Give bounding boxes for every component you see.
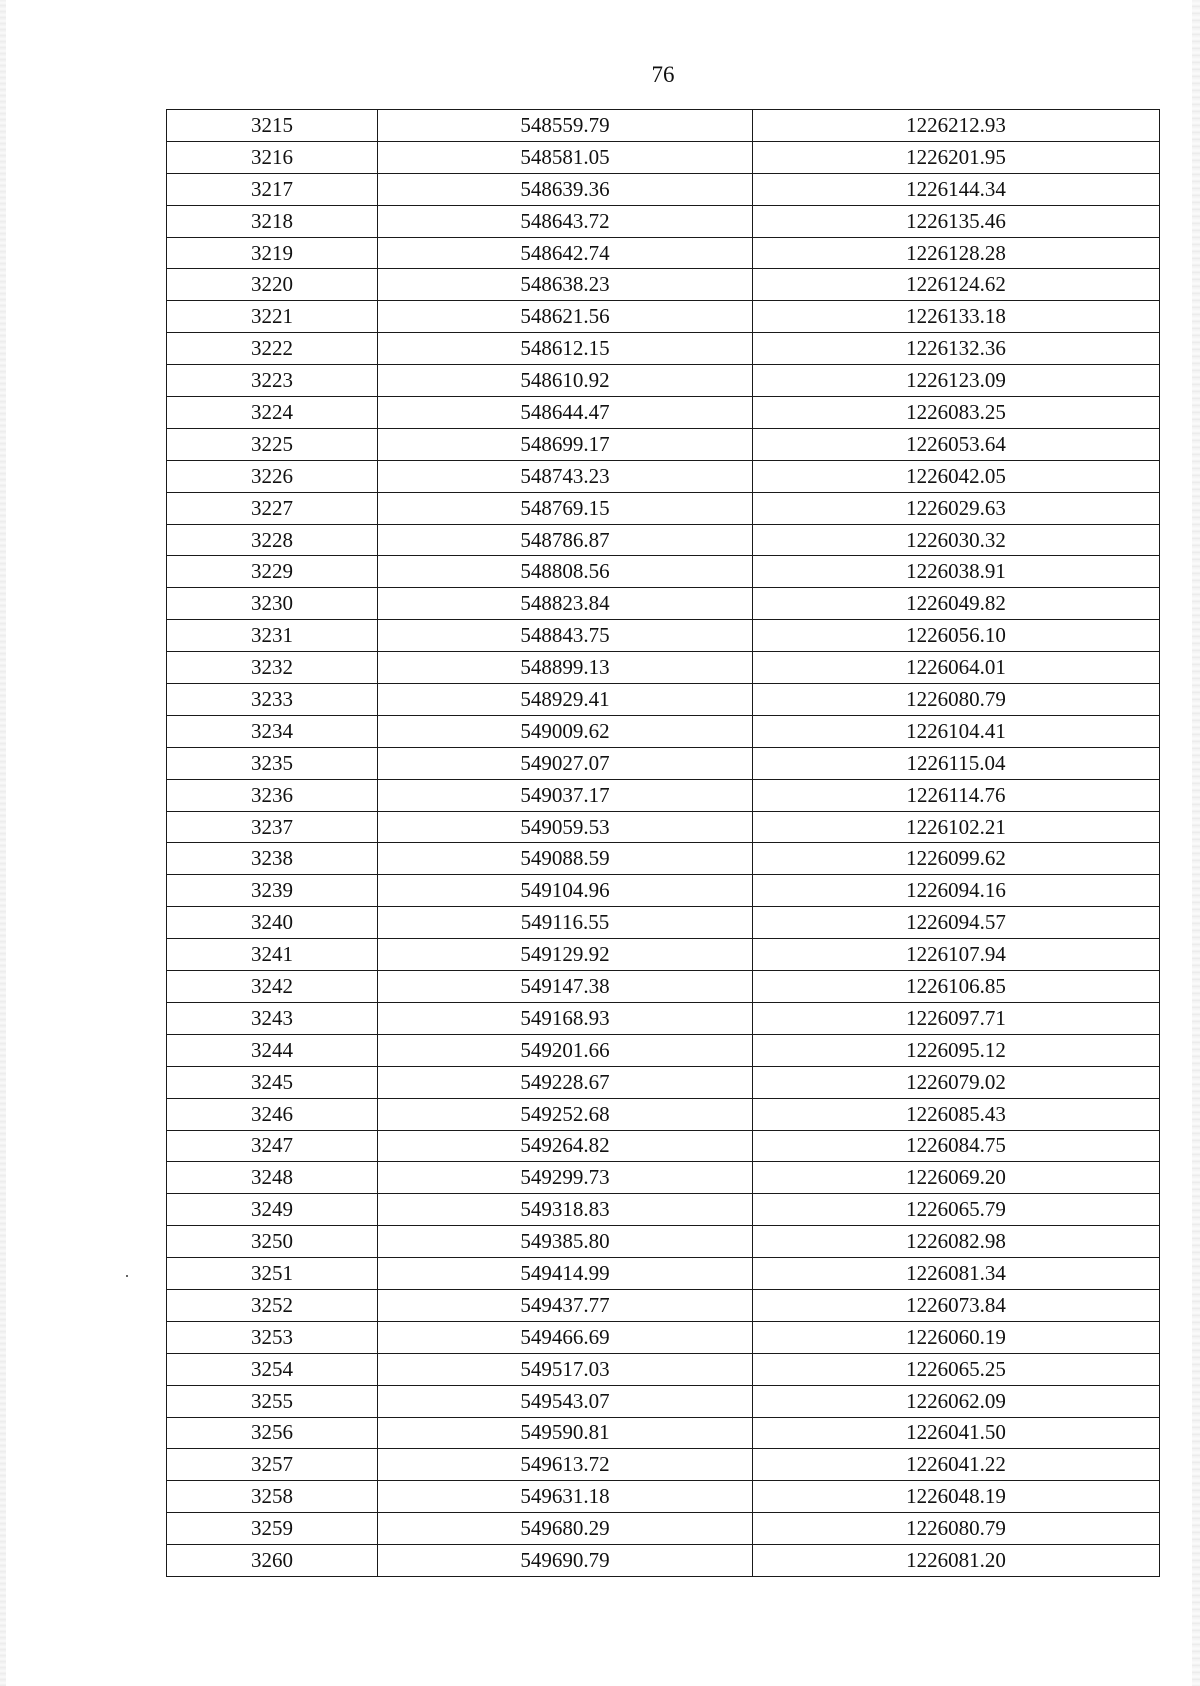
x-coordinate-cell: 548643.72 — [378, 205, 753, 237]
x-coordinate-cell: 548642.74 — [378, 237, 753, 269]
y-coordinate-cell: 1226095.12 — [753, 1034, 1160, 1066]
x-coordinate-cell: 549027.07 — [378, 747, 753, 779]
point-number-cell: 3251 — [167, 1258, 378, 1290]
point-number-cell: 3224 — [167, 397, 378, 429]
y-coordinate-cell: 1226107.94 — [753, 939, 1160, 971]
x-coordinate-cell: 549252.68 — [378, 1098, 753, 1130]
point-number-cell: 3227 — [167, 492, 378, 524]
table-row — [167, 428, 1160, 460]
y-coordinate-cell: 1226104.41 — [753, 715, 1160, 747]
y-coordinate-cell: 1226106.85 — [753, 971, 1160, 1003]
table-row — [167, 939, 1160, 971]
y-coordinate-cell: 1226081.20 — [753, 1545, 1160, 1577]
x-coordinate-cell: 549009.62 — [378, 715, 753, 747]
table-row — [167, 1385, 1160, 1417]
point-number-cell: 3216 — [167, 141, 378, 173]
coordinates-table — [166, 109, 1160, 1577]
point-number-cell: 3223 — [167, 365, 378, 397]
y-coordinate-cell: 1226085.43 — [753, 1098, 1160, 1130]
table-row — [167, 205, 1160, 237]
x-coordinate-cell: 548638.23 — [378, 269, 753, 301]
table-row — [167, 524, 1160, 556]
table-row — [167, 875, 1160, 907]
point-number-cell: 3241 — [167, 939, 378, 971]
y-coordinate-cell: 1226083.25 — [753, 397, 1160, 429]
y-coordinate-cell: 1226082.98 — [753, 1226, 1160, 1258]
table-row — [167, 1289, 1160, 1321]
point-number-cell: 3245 — [167, 1066, 378, 1098]
table-row — [167, 1353, 1160, 1385]
y-coordinate-cell: 1226133.18 — [753, 301, 1160, 333]
table-row — [167, 1098, 1160, 1130]
point-number-cell: 3246 — [167, 1098, 378, 1130]
x-coordinate-cell: 548610.92 — [378, 365, 753, 397]
point-number-cell: 3243 — [167, 1002, 378, 1034]
x-coordinate-cell: 549037.17 — [378, 779, 753, 811]
x-coordinate-cell: 548699.17 — [378, 428, 753, 460]
y-coordinate-cell: 1226084.75 — [753, 1130, 1160, 1162]
x-coordinate-cell: 549228.67 — [378, 1066, 753, 1098]
table-row — [167, 141, 1160, 173]
table-row — [167, 1194, 1160, 1226]
y-coordinate-cell: 1226048.19 — [753, 1481, 1160, 1513]
scan-speck — [126, 1275, 128, 1277]
y-coordinate-cell: 1226080.79 — [753, 684, 1160, 716]
x-coordinate-cell: 549201.66 — [378, 1034, 753, 1066]
x-coordinate-cell: 549147.38 — [378, 971, 753, 1003]
table-row — [167, 1449, 1160, 1481]
y-coordinate-cell: 1226073.84 — [753, 1289, 1160, 1321]
y-coordinate-cell: 1226081.34 — [753, 1258, 1160, 1290]
y-coordinate-cell: 1226102.21 — [753, 811, 1160, 843]
y-coordinate-cell: 1226049.82 — [753, 588, 1160, 620]
table-row — [167, 492, 1160, 524]
y-coordinate-cell: 1226124.62 — [753, 269, 1160, 301]
x-coordinate-cell: 549129.92 — [378, 939, 753, 971]
x-coordinate-cell: 549059.53 — [378, 811, 753, 843]
x-coordinate-cell: 549116.55 — [378, 907, 753, 939]
y-coordinate-cell: 1226212.93 — [753, 110, 1160, 142]
table-row — [167, 843, 1160, 875]
y-coordinate-cell: 1226114.76 — [753, 779, 1160, 811]
x-coordinate-cell: 549088.59 — [378, 843, 753, 875]
x-coordinate-cell: 549437.77 — [378, 1289, 753, 1321]
y-coordinate-cell: 1226042.05 — [753, 460, 1160, 492]
x-coordinate-cell: 548899.13 — [378, 652, 753, 684]
point-number-cell: 3233 — [167, 684, 378, 716]
x-coordinate-cell: 548823.84 — [378, 588, 753, 620]
table-row — [167, 907, 1160, 939]
point-number-cell: 3260 — [167, 1545, 378, 1577]
y-coordinate-cell: 1226080.79 — [753, 1513, 1160, 1545]
x-coordinate-cell: 548843.75 — [378, 620, 753, 652]
table-row — [167, 779, 1160, 811]
table-row — [167, 1513, 1160, 1545]
y-coordinate-cell: 1226065.25 — [753, 1353, 1160, 1385]
y-coordinate-cell: 1226064.01 — [753, 652, 1160, 684]
table-row — [167, 1545, 1160, 1577]
x-coordinate-cell: 549104.96 — [378, 875, 753, 907]
point-number-cell: 3252 — [167, 1289, 378, 1321]
y-coordinate-cell: 1226115.04 — [753, 747, 1160, 779]
y-coordinate-cell: 1226144.34 — [753, 173, 1160, 205]
x-coordinate-cell: 548786.87 — [378, 524, 753, 556]
page-number: 76 — [651, 62, 675, 87]
point-number-cell: 3231 — [167, 620, 378, 652]
point-number-cell: 3253 — [167, 1321, 378, 1353]
table-row — [167, 652, 1160, 684]
x-coordinate-cell: 548612.15 — [378, 333, 753, 365]
x-coordinate-cell: 549414.99 — [378, 1258, 753, 1290]
point-number-cell: 3220 — [167, 269, 378, 301]
x-coordinate-cell: 549517.03 — [378, 1353, 753, 1385]
y-coordinate-cell: 1226041.50 — [753, 1417, 1160, 1449]
x-coordinate-cell: 549631.18 — [378, 1481, 753, 1513]
table-row — [167, 747, 1160, 779]
point-number-cell: 3229 — [167, 556, 378, 588]
y-coordinate-cell: 1226099.62 — [753, 843, 1160, 875]
table-row — [167, 1321, 1160, 1353]
table-row — [167, 620, 1160, 652]
table-row — [167, 1130, 1160, 1162]
table-row — [167, 173, 1160, 205]
x-coordinate-cell: 548644.47 — [378, 397, 753, 429]
point-number-cell: 3242 — [167, 971, 378, 1003]
point-number-cell: 3248 — [167, 1162, 378, 1194]
point-number-cell: 3226 — [167, 460, 378, 492]
table-row — [167, 365, 1160, 397]
table-row — [167, 1258, 1160, 1290]
point-number-cell: 3249 — [167, 1194, 378, 1226]
point-number-cell: 3259 — [167, 1513, 378, 1545]
table-row — [167, 333, 1160, 365]
table-row — [167, 811, 1160, 843]
x-coordinate-cell: 549680.29 — [378, 1513, 753, 1545]
table-row — [167, 397, 1160, 429]
x-coordinate-cell: 548639.36 — [378, 173, 753, 205]
point-number-cell: 3255 — [167, 1385, 378, 1417]
point-number-cell: 3230 — [167, 588, 378, 620]
x-coordinate-cell: 549385.80 — [378, 1226, 753, 1258]
y-coordinate-cell: 1226041.22 — [753, 1449, 1160, 1481]
coordinates-table-body — [167, 110, 1160, 1577]
x-coordinate-cell: 548769.15 — [378, 492, 753, 524]
x-coordinate-cell: 549690.79 — [378, 1545, 753, 1577]
table-row — [167, 1002, 1160, 1034]
table-row — [167, 556, 1160, 588]
table-row — [167, 237, 1160, 269]
y-coordinate-cell: 1226135.46 — [753, 205, 1160, 237]
table-row — [167, 269, 1160, 301]
x-coordinate-cell: 549264.82 — [378, 1130, 753, 1162]
y-coordinate-cell: 1226094.16 — [753, 875, 1160, 907]
point-number-cell: 3234 — [167, 715, 378, 747]
table-row — [167, 1034, 1160, 1066]
x-coordinate-cell: 548929.41 — [378, 684, 753, 716]
y-coordinate-cell: 1226029.63 — [753, 492, 1160, 524]
scan-edge-left — [0, 0, 6, 1686]
y-coordinate-cell: 1226053.64 — [753, 428, 1160, 460]
x-coordinate-cell: 549318.83 — [378, 1194, 753, 1226]
point-number-cell: 3254 — [167, 1353, 378, 1385]
point-number-cell: 3239 — [167, 875, 378, 907]
x-coordinate-cell: 549299.73 — [378, 1162, 753, 1194]
y-coordinate-cell: 1226128.28 — [753, 237, 1160, 269]
y-coordinate-cell: 1226132.36 — [753, 333, 1160, 365]
point-number-cell: 3250 — [167, 1226, 378, 1258]
y-coordinate-cell: 1226097.71 — [753, 1002, 1160, 1034]
point-number-cell: 3228 — [167, 524, 378, 556]
y-coordinate-cell: 1226123.09 — [753, 365, 1160, 397]
x-coordinate-cell: 548581.05 — [378, 141, 753, 173]
point-number-cell: 3238 — [167, 843, 378, 875]
table-row — [167, 1162, 1160, 1194]
table-row — [167, 110, 1160, 142]
point-number-cell: 3218 — [167, 205, 378, 237]
table-row — [167, 1226, 1160, 1258]
x-coordinate-cell: 549613.72 — [378, 1449, 753, 1481]
point-number-cell: 3244 — [167, 1034, 378, 1066]
table-row — [167, 1417, 1160, 1449]
point-number-cell: 3232 — [167, 652, 378, 684]
point-number-cell: 3240 — [167, 907, 378, 939]
point-number-cell: 3236 — [167, 779, 378, 811]
point-number-cell: 3225 — [167, 428, 378, 460]
point-number-cell: 3237 — [167, 811, 378, 843]
y-coordinate-cell: 1226065.79 — [753, 1194, 1160, 1226]
table-row — [167, 971, 1160, 1003]
point-number-cell: 3219 — [167, 237, 378, 269]
table-row — [167, 301, 1160, 333]
table-row — [167, 715, 1160, 747]
point-number-cell: 3215 — [167, 110, 378, 142]
x-coordinate-cell: 548559.79 — [378, 110, 753, 142]
y-coordinate-cell: 1226094.57 — [753, 907, 1160, 939]
point-number-cell: 3258 — [167, 1481, 378, 1513]
table-row — [167, 460, 1160, 492]
x-coordinate-cell: 548621.56 — [378, 301, 753, 333]
table-row — [167, 1066, 1160, 1098]
y-coordinate-cell: 1226038.91 — [753, 556, 1160, 588]
table-row — [167, 1481, 1160, 1513]
point-number-cell: 3247 — [167, 1130, 378, 1162]
x-coordinate-cell: 549590.81 — [378, 1417, 753, 1449]
point-number-cell: 3257 — [167, 1449, 378, 1481]
y-coordinate-cell: 1226056.10 — [753, 620, 1160, 652]
x-coordinate-cell: 548743.23 — [378, 460, 753, 492]
y-coordinate-cell: 1226201.95 — [753, 141, 1160, 173]
x-coordinate-cell: 549466.69 — [378, 1321, 753, 1353]
y-coordinate-cell: 1226060.19 — [753, 1321, 1160, 1353]
x-coordinate-cell: 548808.56 — [378, 556, 753, 588]
y-coordinate-cell: 1226062.09 — [753, 1385, 1160, 1417]
point-number-cell: 3217 — [167, 173, 378, 205]
point-number-cell: 3235 — [167, 747, 378, 779]
point-number-cell: 3221 — [167, 301, 378, 333]
point-number-cell: 3256 — [167, 1417, 378, 1449]
table-row — [167, 684, 1160, 716]
point-number-cell: 3222 — [167, 333, 378, 365]
x-coordinate-cell: 549168.93 — [378, 1002, 753, 1034]
y-coordinate-cell: 1226069.20 — [753, 1162, 1160, 1194]
y-coordinate-cell: 1226030.32 — [753, 524, 1160, 556]
table-row — [167, 588, 1160, 620]
y-coordinate-cell: 1226079.02 — [753, 1066, 1160, 1098]
x-coordinate-cell: 549543.07 — [378, 1385, 753, 1417]
scan-edge-right — [1192, 0, 1200, 1686]
